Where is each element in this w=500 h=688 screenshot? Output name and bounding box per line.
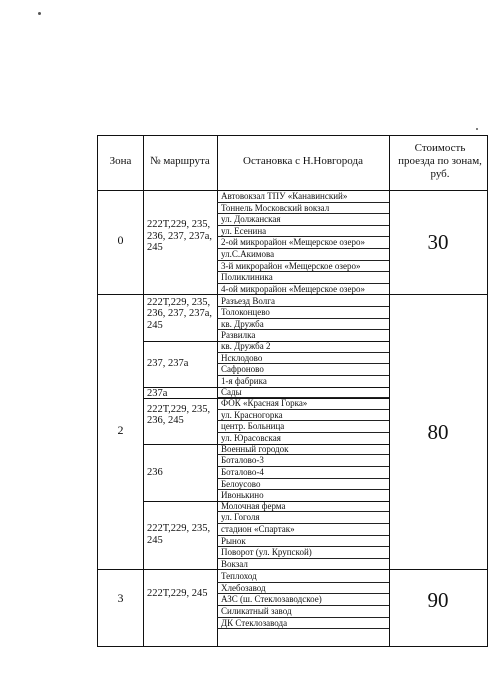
route-numbers: 222Т,229, 235, 236, 237, 237а, 245: [147, 296, 213, 331]
stop-name: Сафроново: [217, 364, 389, 376]
stop-name: Белоусово: [217, 479, 389, 491]
stop-name: Военный городок: [217, 444, 389, 456]
stop-name: Сады: [217, 387, 389, 399]
route-numbers: 237, 237а: [147, 358, 189, 370]
stop-name: Боталово-4: [217, 467, 389, 479]
route-numbers: 222Т,229, 235, 245: [147, 523, 211, 546]
route-numbers: 222Т,229, 245: [147, 588, 208, 600]
stop-name: Ивонькино: [217, 490, 389, 502]
stop-name: Нсклодово: [217, 353, 389, 365]
stop-name: центр. Больница: [217, 421, 389, 433]
stop-name: АЗС (ш. Стеклозаводское): [217, 594, 389, 606]
stop-name: ул. Гоголя: [217, 512, 389, 524]
stop-list: [217, 501, 389, 571]
stop-name: кв. Дружба: [217, 319, 389, 331]
stop-list: [217, 296, 389, 342]
zone-price: 90: [427, 587, 449, 612]
header-stop: Остановка с Н.Новгорода: [243, 155, 363, 167]
route-numbers: 237а: [147, 387, 168, 399]
stop-name: кв. Дружба 2: [217, 341, 389, 353]
stop-name: Вокзал: [217, 559, 389, 571]
stop-name: ФОК «Красная Горка»: [217, 398, 389, 410]
stop-name: ул. Красногорка: [217, 410, 389, 422]
stop-name: Хлебозавод: [217, 583, 389, 595]
stop-list: [217, 571, 389, 629]
stop-name: Теплоход: [217, 571, 389, 583]
stop-name: ул.С.Акимова: [217, 249, 389, 261]
stop-name: ул. Должанская: [217, 214, 389, 226]
zone-number: 2: [117, 423, 124, 438]
route-numbers: 236: [147, 466, 163, 478]
zone-divider: [98, 569, 487, 570]
stop-name: Поворот (ул. Крупской): [217, 547, 389, 559]
table-header: [98, 136, 487, 191]
stop-name: 4-ой микрорайон «Мещерское озеро»: [217, 284, 389, 296]
fare-table: [97, 135, 488, 647]
scan-dot: [476, 128, 478, 130]
scan-dot: [38, 12, 41, 15]
route-numbers: 222Т,229, 235, 236, 237, 237а, 245: [147, 219, 213, 254]
stop-name: Толоконцево: [217, 307, 389, 319]
zone-price: 80: [427, 420, 449, 445]
zone-number: 3: [117, 590, 124, 605]
route-numbers: 222Т,229, 235, 236, 245: [147, 403, 211, 427]
stop-list: [217, 341, 389, 387]
stop-list: [217, 191, 389, 295]
stop-name: Автовокзал ТПУ «Канавинский»: [217, 191, 389, 203]
stop-name: Разъезд Волга: [217, 296, 389, 308]
stop-name: Силикатный завод: [217, 606, 389, 618]
stop-name: ул. Есенина: [217, 226, 389, 238]
header-zone: Зона: [109, 155, 132, 167]
stop-name: Боталово-3: [217, 455, 389, 467]
zone-price: 30: [427, 230, 449, 255]
stop-name: Молочная ферма: [217, 501, 389, 513]
stop-name: стадион «Спартак»: [217, 524, 389, 536]
stop-list: [217, 398, 389, 444]
zone-divider: [98, 294, 487, 295]
zone-number: 0: [117, 233, 124, 248]
header-price: Стоимость проезда по зонам, руб.: [398, 142, 482, 180]
stop-name: Рынок: [217, 536, 389, 548]
stop-name: 3-й микрорайон «Мещерское озеро»: [217, 261, 389, 273]
stop-name: 2-ой микрорайон «Мещерское озеро»: [217, 237, 389, 249]
stop-list: [217, 444, 389, 502]
stop-name: 1-я фабрика: [217, 376, 389, 388]
stop-name: Развилка: [217, 330, 389, 342]
stop-name: Поликлиника: [217, 272, 389, 284]
stop-name: ул. Юрасовская: [217, 433, 389, 445]
stop-name: Тоннель Московский вокзал: [217, 203, 389, 215]
stop-name: ДК Стеклозавода: [217, 618, 389, 630]
stop-list: [217, 387, 389, 399]
header-route: № маршрута: [150, 155, 210, 167]
